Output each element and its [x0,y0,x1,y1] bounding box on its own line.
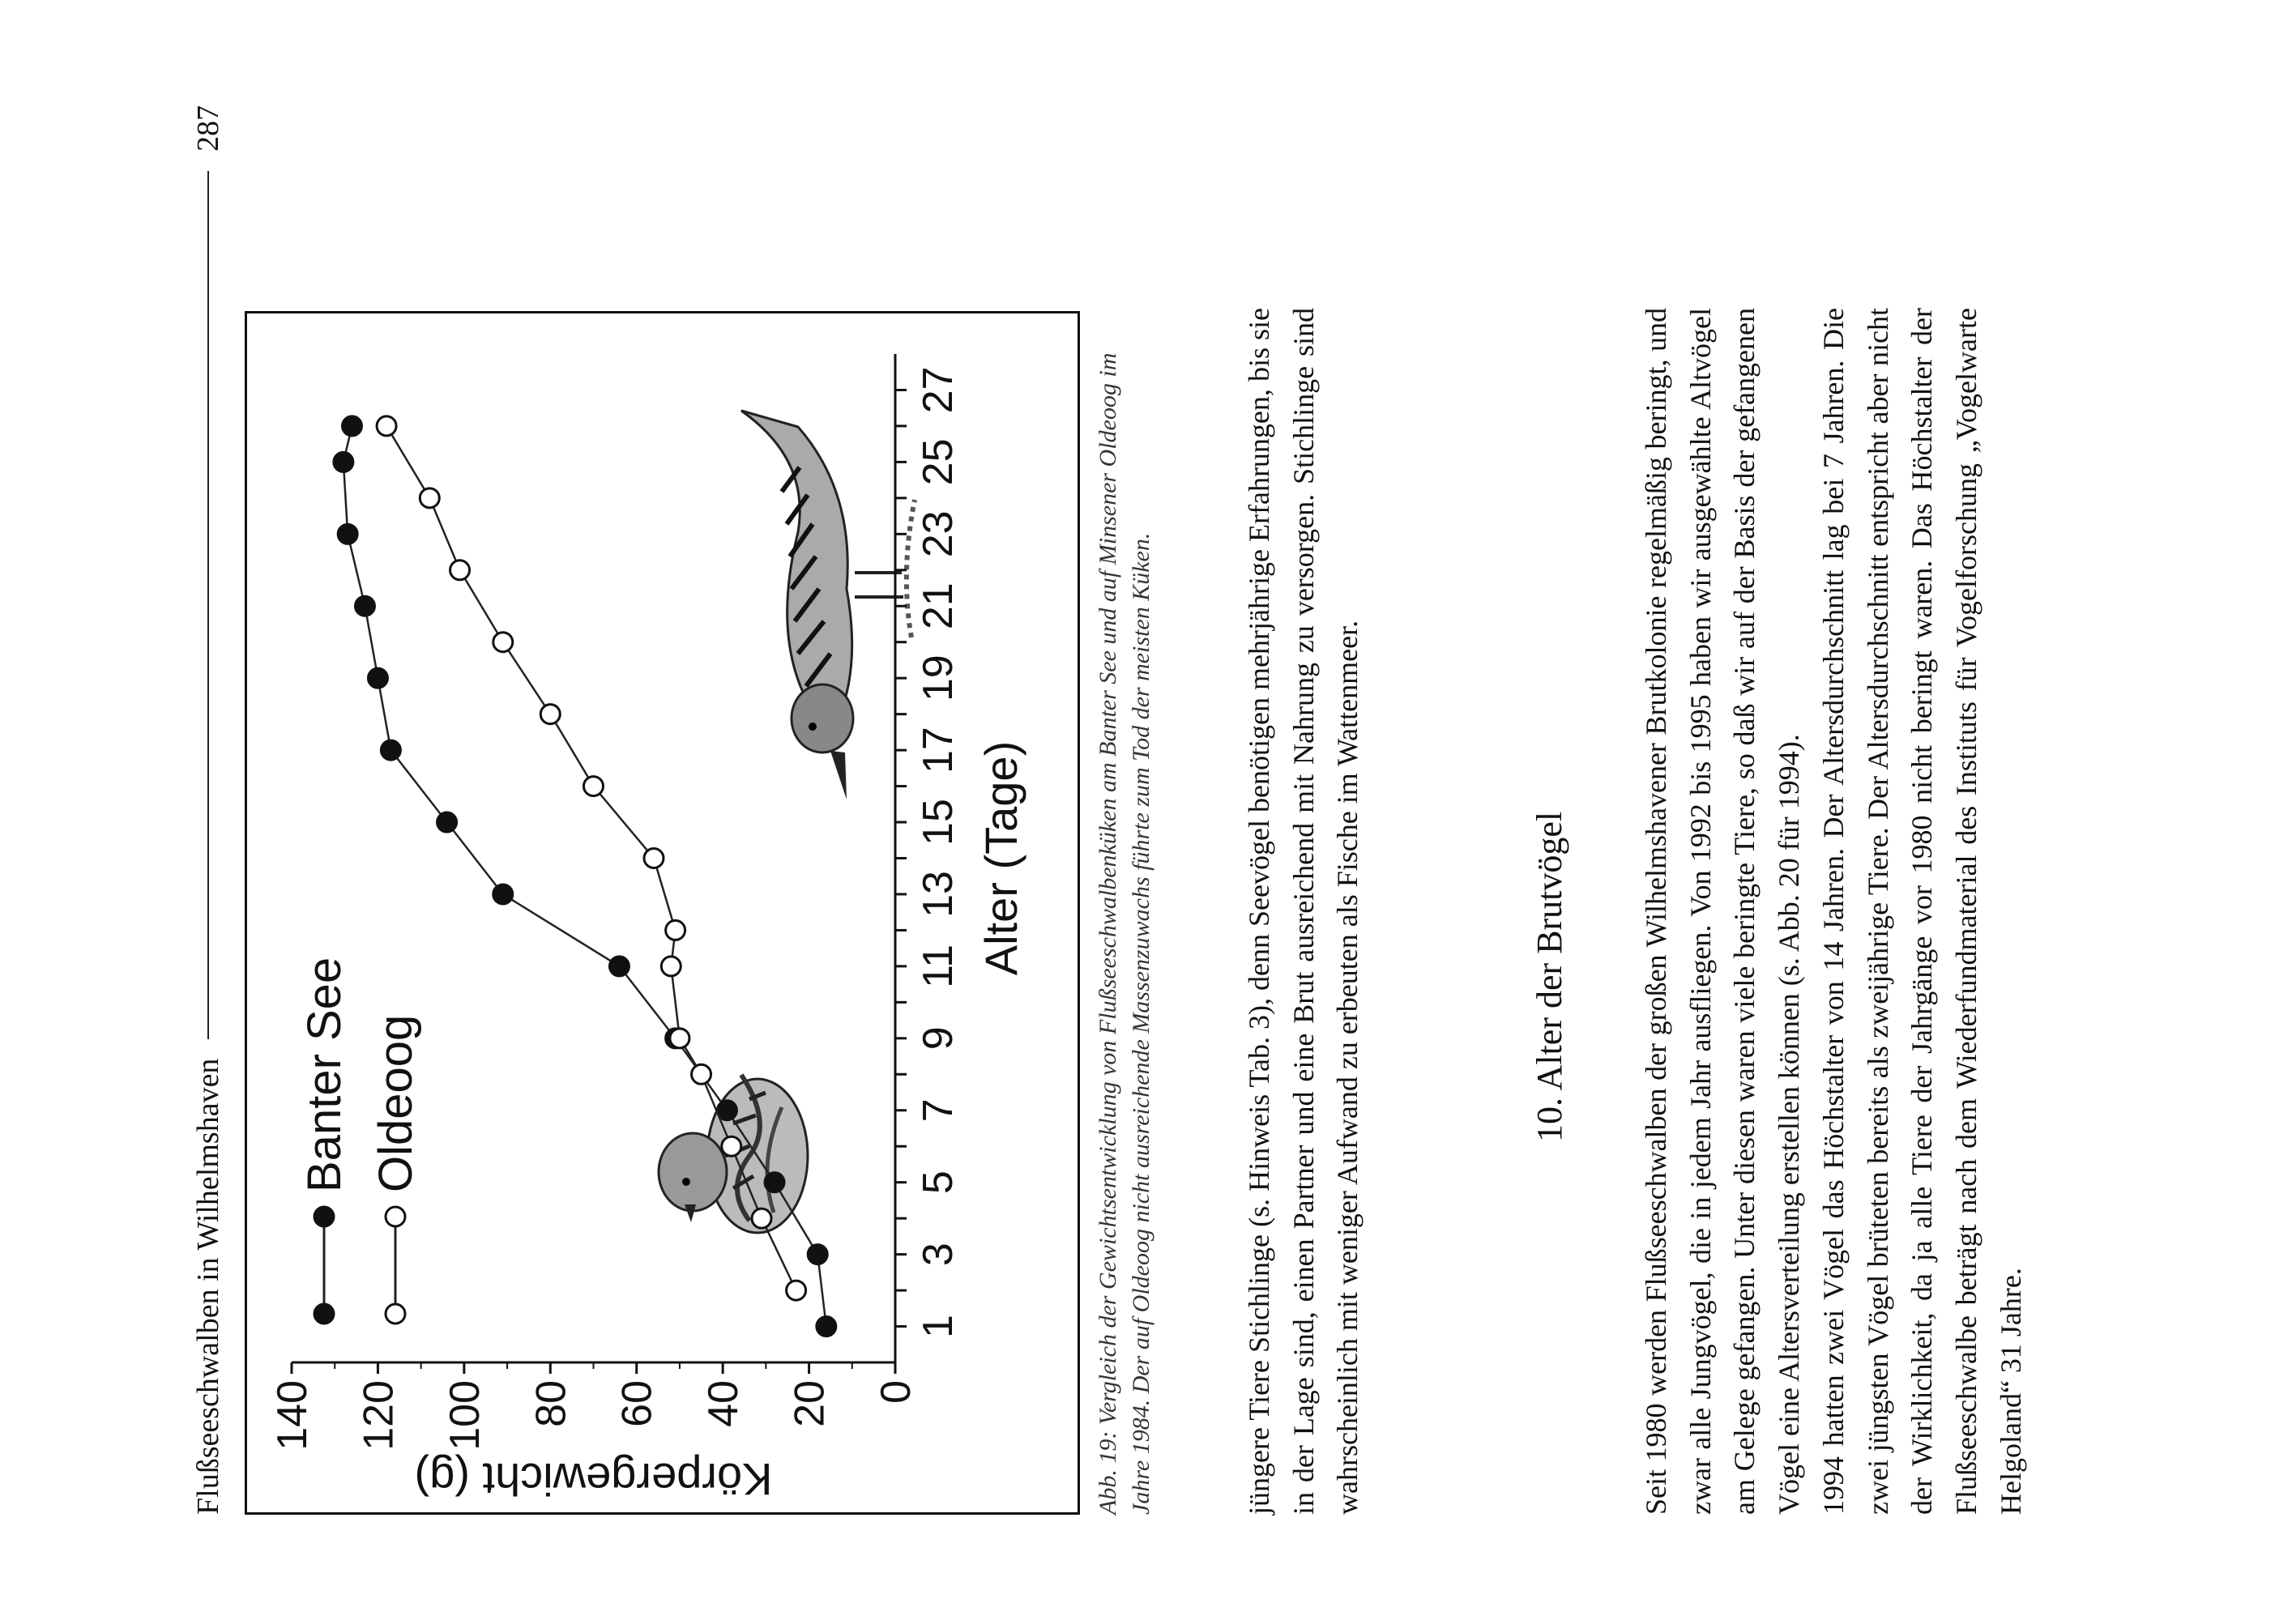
data-point-open [722,1136,741,1156]
x-tick-label: 5 [915,1170,962,1195]
data-point-filled [808,1245,827,1264]
data-point-open [787,1281,806,1300]
data-point-filled [609,957,629,976]
paragraph-1-text: jüngere Tiere Stichlinge (s. Hinweis Tab. 3), denn Seevögel benötigen mehrjährige Erfahrungen, bis sie in der Lage sind, einen Partner und eine Brut ausreichend mit Nahrung zu versorgen. Stichlinge sind wahrscheinlich mit weniger Aufwand zu erbeuten als Fische im Wattenmeer. [1243,308,1364,1515]
x-tick-label: 19 [915,654,962,702]
paragraph-2a-text: Seit 1980 werden Flußseeschwalben der großen Wilhelmshavener Brutkolonie regelmäßig beringt, und zwar alle Jungvögel, die in jedem Jahr ausfliegen. Von 1992 bis 1995 haben wir ausgewählte Altvögel am Gelege gefangen. Unter diesen waren viele beringte Tiere, so daß wir auf der Basis der gefangenen Vögel eine Altersverteilung erstellen können (s. Abb. 20 für 1994). [1640,308,1806,1515]
data-point-open [666,920,685,940]
data-point-filled [381,740,400,760]
x-tick-label: 13 [915,871,962,918]
legend-marker [386,1304,405,1324]
figure-caption: Abb. 19: Vergleich der Gewichtsentwicklung von Flußseeschwalbenküken am Banter See und auf Minsener Oldeoog im Jahre 1984. Der auf Oldeoog nicht ausreichende Massenzuwachs führte zum Tod der meisten Küken. [1095,352,1155,1515]
data-point-open [752,1209,771,1228]
paragraph-2 [1634,308,2033,1515]
x-tick-label: 3 [915,1243,962,1267]
data-point-filled [765,1173,784,1192]
data-point-open [420,488,439,508]
page [79,49,2217,1571]
data-point-open [670,1029,689,1048]
data-point-filled [368,668,387,688]
data-point-filled [355,596,374,616]
data-point-filled [338,524,357,544]
x-axis-label: Alter (Tage) [975,740,1026,976]
x-tick-label: 23 [915,510,962,558]
y-tick-label: 60 [613,1380,661,1427]
figure-chart [245,311,1080,1515]
paragraph-2b-text: 1994 hatten zwei Vögel das Höchstalter von 14 Jahren. Der Altersdurchschnitt lag bei 7 Jahren. Die zwei jüngsten Vögel brüteten bereits als zweijährige Tiere. Der Altersdurchschnitt entspricht aber nicht der Wirklichkeit, da ja alle Tiere der Jahrgänge vor 1980 nicht beringt waren. Das Höchstalter der Flußseeschwalbe beträgt nach dem Wiederfundmaterial des Instituts für Vogelforschung „Vogelwarte Helgoland“ 31 Jahre. [1816,308,2027,1515]
running-title: Flußseeschwalben in Wilhelmshaven [191,1058,225,1515]
legend-marker [386,1207,405,1226]
y-tick-label: 0 [873,1380,920,1404]
data-point-filled [817,1317,836,1336]
data-point-open [644,849,664,868]
y-tick-label: 40 [700,1380,748,1427]
section-title: 10. Alter der Brutvögel [1530,811,1569,1142]
data-point-open [450,561,470,580]
y-tick-label: 80 [527,1380,575,1427]
data-point-open [584,777,604,796]
weight-chart [247,313,1078,1512]
data-point-filled [437,812,457,832]
x-tick-label: 1 [915,1315,962,1338]
data-point-filled [493,885,513,904]
x-tick-label: 9 [915,1026,962,1051]
x-tick-label: 27 [915,366,962,414]
y-axis-label: Körpergewicht (g) [414,1454,773,1505]
y-tick-label: 120 [355,1380,403,1451]
data-point-open [661,957,681,976]
paragraph-1 [1237,308,1370,1515]
data-point-open [493,633,513,652]
legend-marker [314,1207,334,1226]
x-tick-label: 15 [915,799,962,846]
data-point-filled [717,1101,736,1120]
tern-illustration [741,411,915,799]
data-point-filled [334,452,353,471]
data-point-open [692,1064,711,1084]
y-tick-label: 20 [786,1380,834,1427]
legend-marker [314,1304,334,1324]
data-point-filled [343,416,362,436]
y-tick-label: 100 [441,1380,489,1451]
legend-label: Banter See [298,957,351,1192]
data-point-open [540,705,560,724]
x-tick-label: 21 [915,582,962,630]
header-rule [207,171,209,1039]
x-tick-label: 11 [915,944,962,988]
page-header [188,105,228,1515]
data-point-open [377,416,396,436]
x-tick-label: 7 [915,1098,962,1123]
y-tick-label: 140 [269,1380,316,1451]
x-tick-label: 17 [915,727,962,774]
x-tick-label: 25 [915,438,962,486]
page-number: 287 [191,105,225,151]
legend-label: Oldeoog [369,1014,422,1192]
